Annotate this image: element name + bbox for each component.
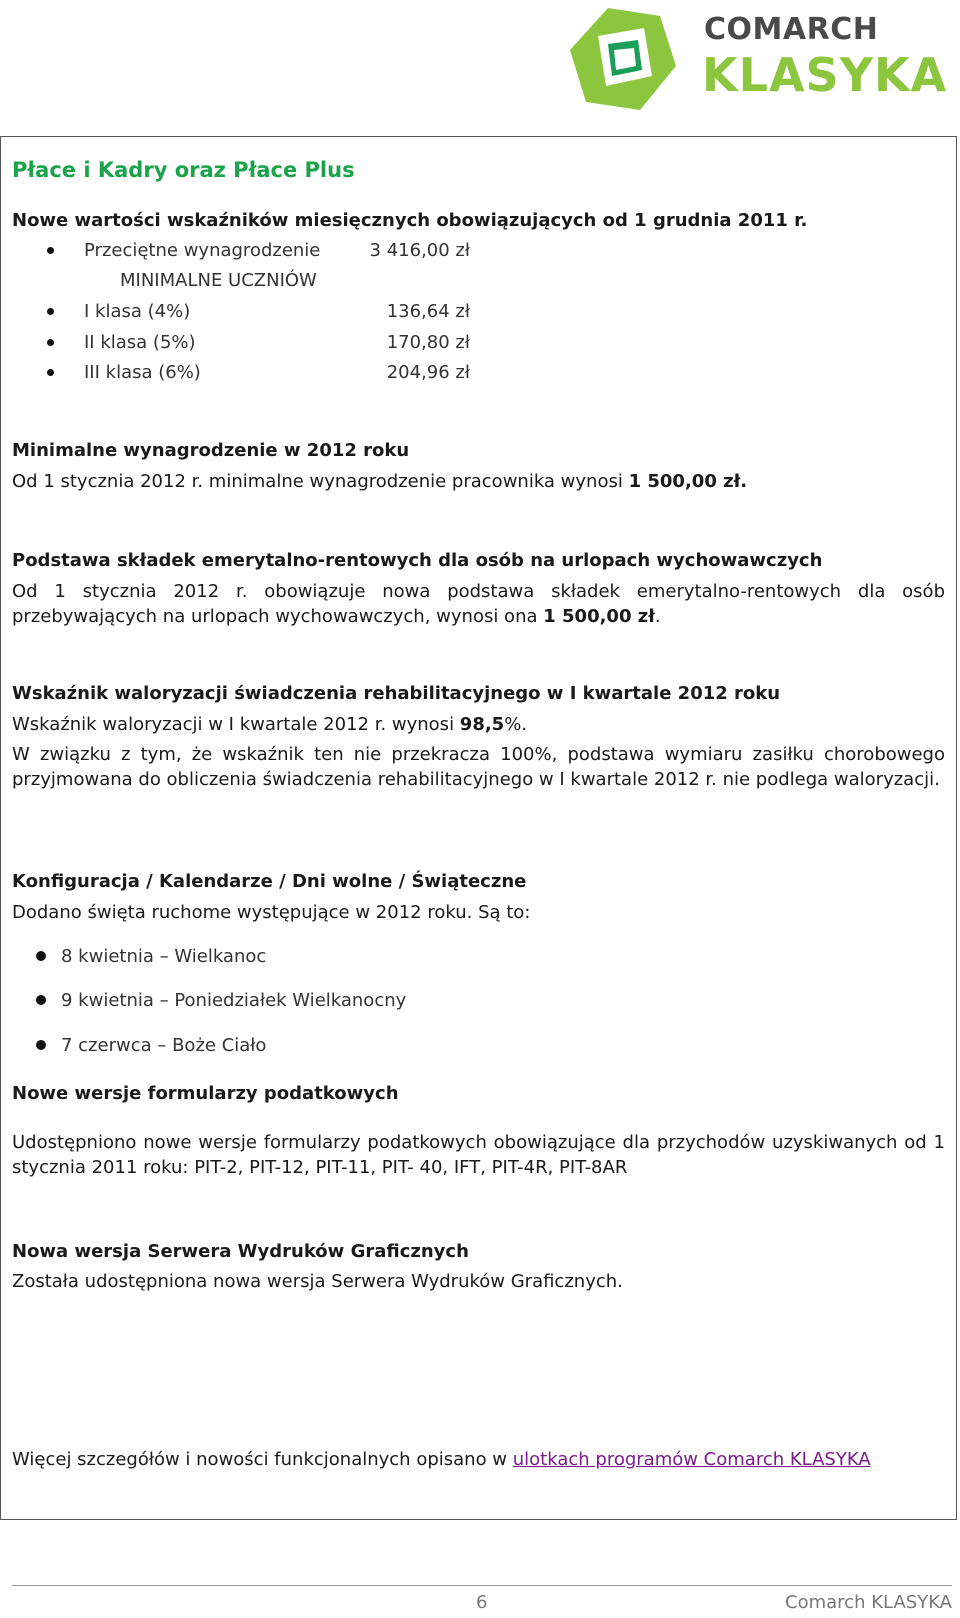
- more-info: Więcej szczegółów i nowości funkcjonalnych opisano w ulotkach programów Comarch KLASYKA: [12, 1449, 871, 1470]
- class-3-label: III klasa (6%): [84, 362, 201, 383]
- bullet-icon: [47, 247, 54, 254]
- comarch-klasyka-logo: [568, 6, 948, 112]
- avg-wage-value: 3 416,00 zł: [369, 240, 470, 261]
- parental-text: Od 1 stycznia 2012 r. obowiązuje nowa podstawa składek emerytalno-rentowych dla osób przebywających na urlopach wychowawczych, wynosi ona 1 500,00 zł.: [12, 581, 945, 627]
- bullet-icon: [47, 339, 54, 346]
- class-1-value: 136,64 zł: [386, 301, 470, 322]
- min-wage-text: Od 1 stycznia 2012 r. minimalne wynagrodzenie pracownika wynosi 1 500,00 zł.: [12, 471, 748, 492]
- avg-wage-label: Przeciętne wynagrodzenie: [84, 240, 321, 261]
- print-server-heading: Nowa wersja Serwera Wydruków Graficznych: [12, 1241, 469, 1262]
- bullet-icon: [36, 1040, 46, 1050]
- logo-comarch: COMARCH: [704, 12, 879, 47]
- footer-brand: Comarch KLASYKA: [785, 1592, 952, 1613]
- section-title: Płace i Kadry oraz Płace Plus: [12, 158, 355, 182]
- parental-heading: Podstawa składek emerytalno-rentowych dla osób na urlopach wychowawczych: [12, 550, 823, 571]
- logo-klasyka: KLASYKA: [702, 48, 948, 102]
- tax-forms-text: Udostępniono nowe wersje formularzy podatkowych obowiązujące dla przychodów uzyskiwanych od 1 stycznia 2011 roku: PIT-2, PIT-12, PIT-11, PIT- 40, IFT, PIT-4R, PIT-8AR: [12, 1132, 945, 1178]
- leaflets-link[interactable]: ulotkach programów Comarch KLASYKA: [512, 1449, 871, 1470]
- holiday-item: 9 kwietnia – Poniedziałek Wielkanocny: [61, 990, 407, 1011]
- bullet-icon: [47, 308, 54, 315]
- min-wage-value: 1 500,00 zł.: [628, 471, 748, 492]
- bullet-icon: [36, 995, 46, 1005]
- class-2-label: II klasa (5%): [84, 332, 196, 353]
- bullet-icon: [36, 951, 46, 961]
- valorization-value: 98,5: [459, 714, 505, 735]
- class-1-label: I klasa (4%): [84, 301, 191, 322]
- class-3-value: 204,96 zł: [386, 362, 470, 383]
- holiday-item: 8 kwietnia – Wielkanoc: [61, 946, 267, 967]
- indicators-heading: Nowe wartości wskaźników miesięcznych obowiązujących od 1 grudnia 2011 r.: [12, 210, 808, 231]
- bullet-icon: [47, 369, 54, 376]
- parental-value: 1 500,00 zł: [543, 606, 655, 627]
- students-label: MINIMALNE UCZNIÓW: [120, 270, 317, 291]
- footer-divider: [12, 1585, 952, 1586]
- logo-mark-icon: [568, 6, 678, 112]
- holidays-intro: Dodano święta ruchome występujące w 2012 roku. Są to:: [12, 902, 531, 923]
- valorization-heading: Wskaźnik waloryzacji świadczenia rehabilitacyjnego w I kwartale 2012 roku: [12, 683, 781, 704]
- valorization-line: Wskaźnik waloryzacji w I kwartale 2012 r. wynosi 98,5%.: [12, 714, 528, 735]
- valorization-paragraph: W związku z tym, że wskaźnik ten nie przekracza 100%, podstawa wymiaru zasiłku chorobowego przyjmowana do obliczenia świadczenia rehabilitacyjnego w I kwartale 2012 r. nie podlega waloryzacji.: [12, 744, 945, 790]
- class-2-value: 170,80 zł: [386, 332, 470, 353]
- page-number: 6: [476, 1592, 488, 1613]
- holidays-heading: Konfiguracja / Kalendarze / Dni wolne / Świąteczne: [12, 871, 527, 892]
- tax-forms-heading: Nowe wersje formularzy podatkowych: [12, 1083, 399, 1104]
- min-wage-heading: Minimalne wynagrodzenie w 2012 roku: [12, 440, 410, 461]
- holiday-item: 7 czerwca – Boże Ciało: [61, 1035, 267, 1056]
- print-server-text: Została udostępniona nowa wersja Serwera Wydruków Graficznych.: [12, 1271, 623, 1292]
